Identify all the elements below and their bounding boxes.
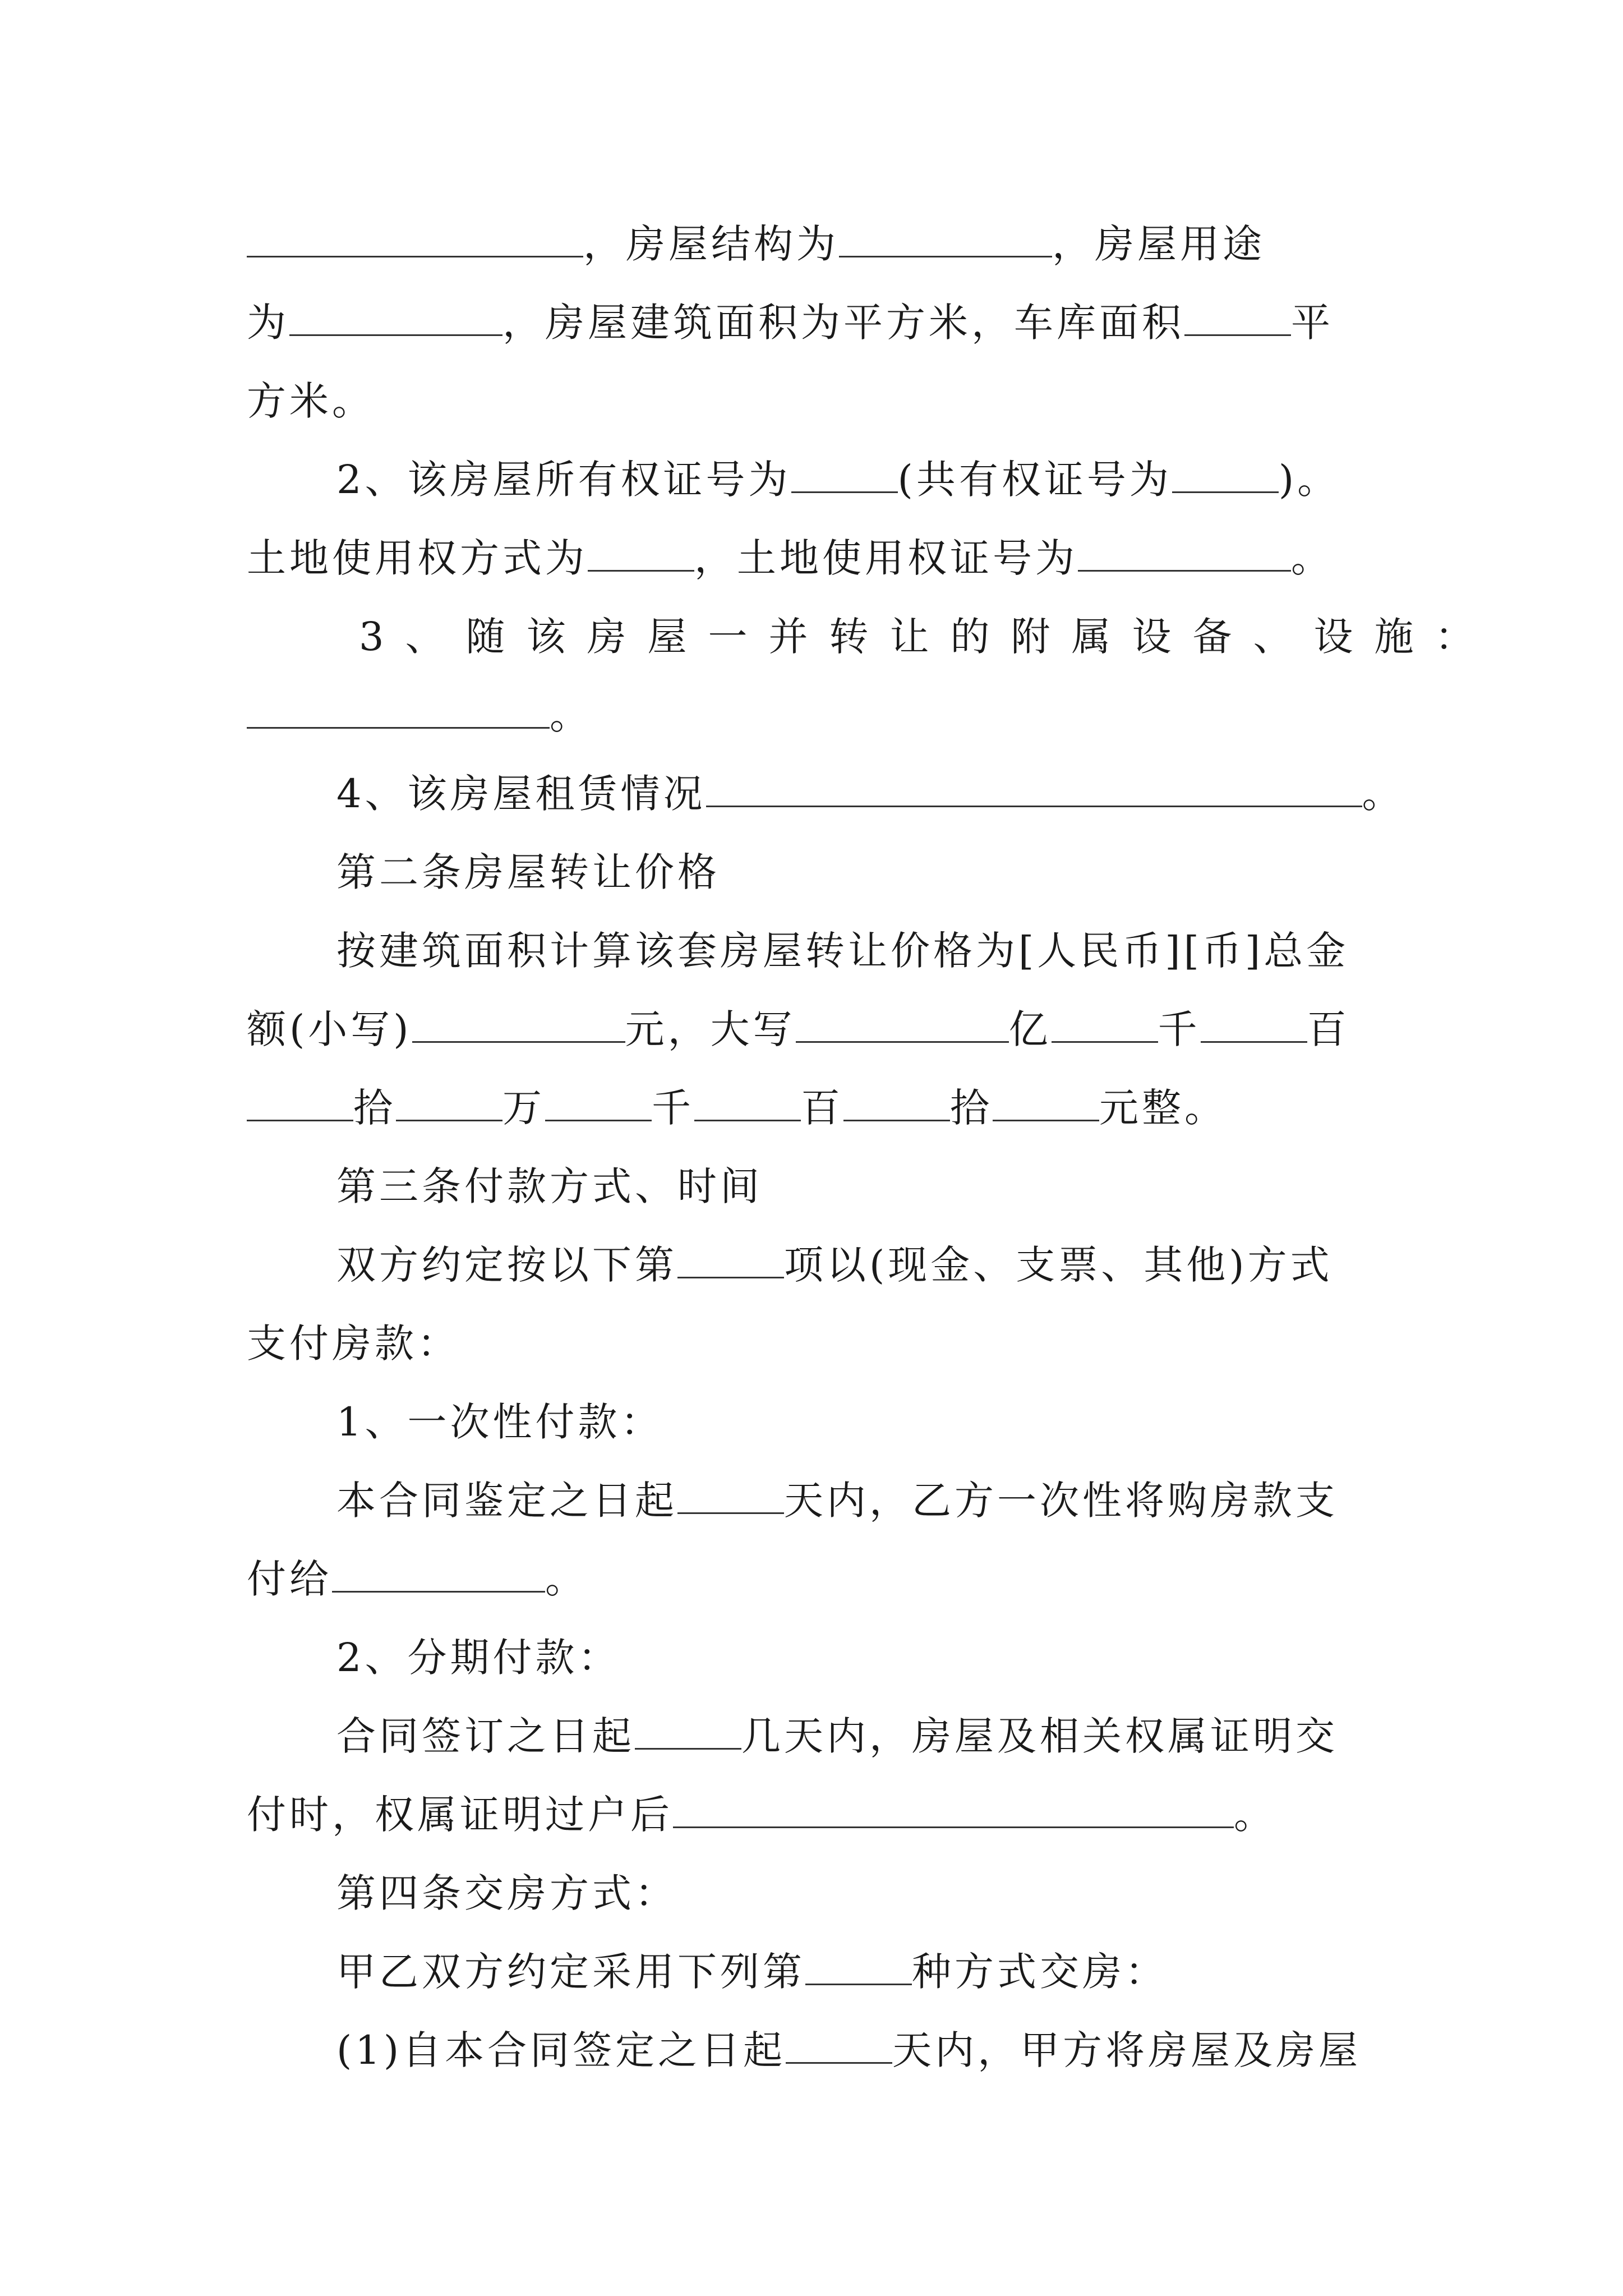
blank-field[interactable] xyxy=(791,443,898,493)
blank-field[interactable] xyxy=(247,1071,353,1121)
line-text: 千 xyxy=(1158,1006,1201,1052)
text-line-5 xyxy=(247,519,1391,597)
line-text: (共有权证号为 xyxy=(897,457,1172,503)
blank-field[interactable] xyxy=(673,1778,1234,1828)
blank-field[interactable] xyxy=(247,679,550,729)
line-text: 2、分期付款： xyxy=(336,1635,621,1681)
section-heading: 第四条交房方式： xyxy=(336,1870,677,1916)
line-text: 按建筑面积计算该套房屋转让价格为[人民币][币]总金 xyxy=(336,928,1349,974)
text-line-23 xyxy=(336,1932,1391,2011)
line-text: 双方约定按以下第 xyxy=(336,1242,677,1288)
text-line-18 xyxy=(247,1540,1391,1618)
blank-field[interactable] xyxy=(839,208,1052,257)
line-text: )。 xyxy=(1278,457,1340,503)
line-text: 额(小写) xyxy=(247,1006,412,1052)
line-text: 项以(现金、支票、其他)方式 xyxy=(784,1242,1333,1288)
blank-field[interactable] xyxy=(1052,993,1158,1043)
text-line-16 xyxy=(336,1383,1391,1461)
line-text: 。 xyxy=(545,1556,588,1602)
text-line-24 xyxy=(336,2011,1391,2090)
blank-field[interactable] xyxy=(706,757,1362,807)
blank-field[interactable] xyxy=(396,1071,502,1121)
text-line-1 xyxy=(247,205,1391,283)
blank-field[interactable] xyxy=(1078,522,1291,572)
line-text: 天内，乙方一次性将购房款支 xyxy=(784,1478,1338,1524)
line-text: 1、一次性付款： xyxy=(336,1399,663,1445)
text-line-17 xyxy=(336,1461,1391,1540)
blank-field[interactable] xyxy=(786,2014,892,2064)
text-line-21 xyxy=(247,1775,1391,1854)
section-heading: 第三条付款方式、时间 xyxy=(336,1163,763,1209)
text-line-19 xyxy=(336,1618,1391,1697)
line-text: 天内，甲方将房屋及房屋 xyxy=(892,2027,1362,2073)
line-text: 付给 xyxy=(247,1556,332,1602)
line-text: 几天内，房屋及相关权属证明交 xyxy=(741,1713,1338,1759)
line-text: (1)自本合同签定之日起 xyxy=(336,2027,786,2073)
line-text: 。 xyxy=(1234,1792,1276,1838)
blank-field[interactable] xyxy=(796,993,1009,1043)
line-text: 为 xyxy=(247,300,289,346)
blank-field[interactable] xyxy=(694,1071,801,1121)
line-text: ，房屋建筑面积为平方米，车库面积 xyxy=(502,300,1184,346)
text-line-9 xyxy=(336,833,1391,912)
blank-field[interactable] xyxy=(289,286,502,336)
line-text: 2、该房屋所有权证号为 xyxy=(336,457,791,503)
text-line-11 xyxy=(247,990,1391,1069)
line-text: 百 xyxy=(1307,1006,1350,1052)
section-heading: 第二条房屋转让价格 xyxy=(336,849,720,895)
blank-field[interactable] xyxy=(677,1464,784,1514)
text-line-4 xyxy=(336,440,1391,519)
line-text: ，房屋用途 xyxy=(1052,221,1265,267)
line-text: ，土地使用权证号为 xyxy=(694,535,1078,581)
text-line-14 xyxy=(336,1226,1391,1304)
line-text: 百 xyxy=(801,1085,843,1131)
line-text: 4、该房屋租赁情况 xyxy=(336,771,706,817)
text-line-8 xyxy=(336,754,1405,833)
line-text: 方米。 xyxy=(247,378,375,424)
blank-field[interactable] xyxy=(247,208,583,257)
line-text: 元，大写 xyxy=(625,1006,796,1052)
text-line-15 xyxy=(247,1304,1391,1383)
line-text: 。 xyxy=(1291,535,1334,581)
line-text: 拾 xyxy=(353,1085,396,1131)
blank-field[interactable] xyxy=(412,993,625,1043)
text-line-6 xyxy=(359,597,1496,676)
blank-field[interactable] xyxy=(1172,443,1279,493)
line-text: 本合同鉴定之日起 xyxy=(336,1478,677,1524)
text-line-7 xyxy=(247,676,1391,754)
line-text: 万 xyxy=(502,1085,545,1131)
line-text: 千 xyxy=(652,1085,694,1131)
text-line-20 xyxy=(336,1697,1391,1775)
text-line-10 xyxy=(336,912,1391,990)
blank-field[interactable] xyxy=(677,1228,784,1278)
blank-field[interactable] xyxy=(635,1700,741,1750)
text-line-2 xyxy=(247,283,1391,362)
blank-field[interactable] xyxy=(805,1935,912,1985)
text-line-12 xyxy=(247,1069,1391,1147)
line-text: ，房屋结构为 xyxy=(583,221,839,267)
blank-field[interactable] xyxy=(1184,286,1291,336)
line-text: 甲乙双方约定采用下列第 xyxy=(336,1949,805,1995)
line-text: 平 xyxy=(1291,300,1334,346)
blank-field[interactable] xyxy=(843,1071,950,1121)
blank-field[interactable] xyxy=(588,522,694,572)
line-text: 。 xyxy=(550,692,592,738)
line-text: 支付房款： xyxy=(247,1320,460,1366)
line-text: 合同签订之日起 xyxy=(336,1713,635,1759)
text-line-13 xyxy=(336,1147,1391,1226)
line-text: 。 xyxy=(1362,771,1405,817)
blank-field[interactable] xyxy=(545,1071,652,1121)
text-line-3 xyxy=(247,362,1391,440)
line-text: 亿 xyxy=(1008,1006,1052,1052)
line-text: 元整。 xyxy=(1099,1085,1227,1131)
line-text: 拾 xyxy=(950,1085,993,1131)
line-text: 付时，权属证明过户后 xyxy=(247,1792,673,1838)
blank-field[interactable] xyxy=(332,1543,545,1593)
line-text: 土地使用权方式为 xyxy=(247,535,588,581)
line-text: 种方式交房： xyxy=(912,1949,1168,1995)
blank-field[interactable] xyxy=(993,1071,1099,1121)
blank-field[interactable] xyxy=(1201,993,1307,1043)
line-text: 3、随该房屋一并转让的附属设备、设施： xyxy=(359,614,1496,660)
text-line-22 xyxy=(336,1854,1391,1932)
